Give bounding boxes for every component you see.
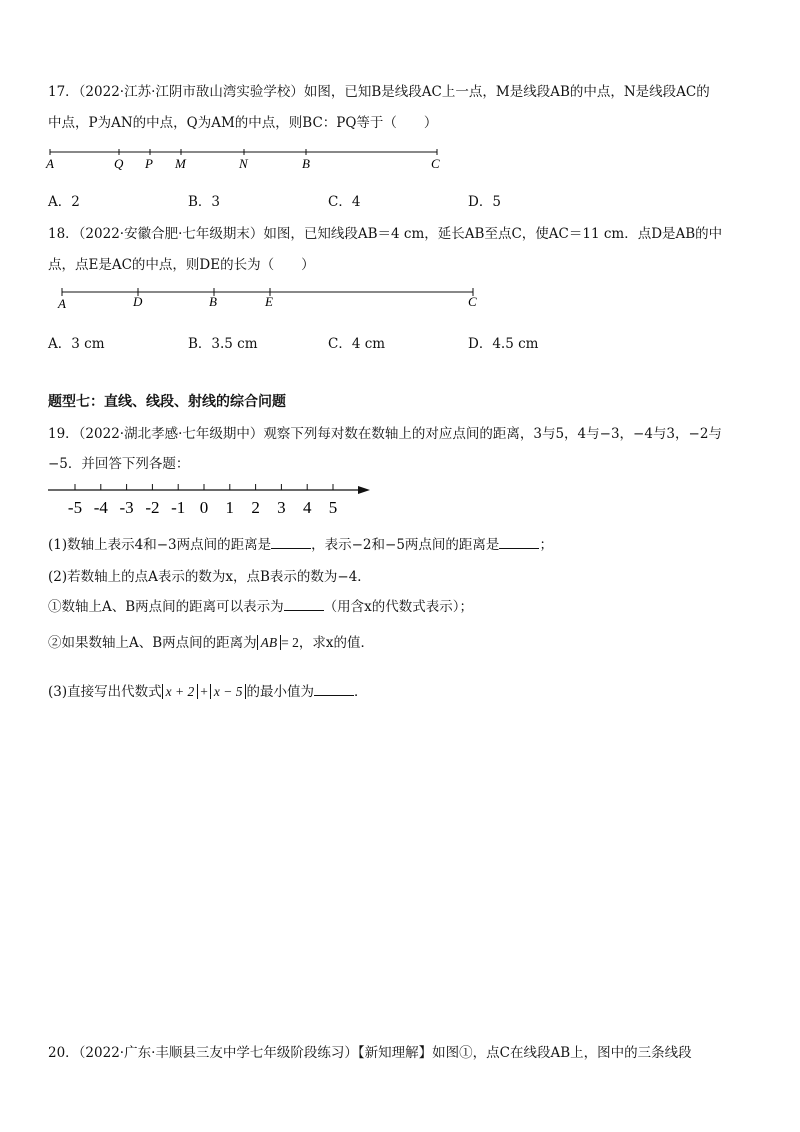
number-line-tick-label: -1 <box>171 498 186 517</box>
q17-label-A: A <box>46 156 54 171</box>
q17-label-M: M <box>175 156 186 171</box>
number-line-tick-label: 4 <box>302 498 312 517</box>
number-line-tick-label: -3 <box>119 498 134 517</box>
number-line-tick-label: -2 <box>145 498 160 517</box>
q17-label-C: C <box>431 156 440 171</box>
q18-option-d[interactable]: D．4.5 cm <box>468 336 539 352</box>
q17-option-a[interactable]: A．2 <box>48 194 80 210</box>
number-line-tick-label: 1 <box>225 498 235 517</box>
q17-option-c[interactable]: C．4 <box>328 194 361 210</box>
q19-abs-ab: AB <box>257 635 282 650</box>
q19-part2-1-text-a: ①数轴上A、B两点间的距离可以表示为 <box>48 599 284 615</box>
q19-part3-blank[interactable] <box>314 683 354 696</box>
q19-abs-eq: = 2 <box>281 635 299 650</box>
q19-part3-text-a: (3)直接写出代数式 <box>48 684 162 700</box>
q17-text-line1: 17．（2022·江苏·江阴市敔山湾实验学校）如图，已知B是线段AC上一点，M是线段AB的中点，N是线段AC的 <box>48 84 710 100</box>
q19-part1-text-b: ，表示−2和−5两点间的距离是 <box>311 537 500 553</box>
q19-part2: (2)若数轴上的点A表示的数为x，点B表示的数为−4． <box>48 569 371 585</box>
q19-text-line2: −5．并回答下列各题： <box>48 456 190 472</box>
q17-label-B: B <box>302 156 310 171</box>
number-line-tick-label: -4 <box>93 498 108 517</box>
number-line-ticks <box>68 484 337 517</box>
q19-part3-text-c: ． <box>353 684 368 700</box>
q17-label-N: N <box>239 156 248 171</box>
q18-segment-figure <box>50 280 490 312</box>
q17-option-b[interactable]: B．3 <box>188 194 221 210</box>
q18-text-line2: 点，点E是AC的中点，则DE的长为（ ） <box>48 257 315 273</box>
number-line-tick-label: 2 <box>251 498 260 517</box>
q18-label-D: D <box>133 294 143 309</box>
q17-option-d[interactable]: D．5 <box>468 194 501 210</box>
q19-part1-text-a: (1)数轴上表示4和−3两点间的距离是 <box>48 537 272 553</box>
q18-label-C: C <box>468 294 477 309</box>
q19-part3 <box>48 680 367 700</box>
q19-part2-1 <box>48 595 473 615</box>
q19-part1-text-c: ； <box>539 537 553 553</box>
q18-text-line1: 18．（2022·安徽合肥·七年级期末）如图，已知线段AB＝4 cm，延长AB至点C，使AC＝11 cm．点D是AB的中 <box>48 226 723 242</box>
q19-part1-blank-2[interactable] <box>499 536 539 549</box>
q19-plus-sign: + <box>200 684 208 699</box>
number-line-tick-label: 5 <box>328 498 338 517</box>
q18-label-B: B <box>209 294 217 309</box>
q17-segment-figure <box>40 140 460 172</box>
section-title: 题型七：直线、线段、射线的综合问题 <box>48 394 286 410</box>
q18-option-a[interactable]: A．3 cm <box>48 336 105 352</box>
q19-part2-1-blank[interactable] <box>284 598 324 611</box>
q19-part1-blank-1[interactable] <box>271 536 311 549</box>
q20-text-line1: 20．（2022·广东·丰顺县三友中学七年级阶段练习）【新知理解】如图①，点C在线段AB上，图中的三条线段 <box>48 1045 692 1061</box>
q19-abs-x-plus-2: x + 2 <box>162 684 199 699</box>
number-line-tick-label: 0 <box>199 498 209 517</box>
q17-label-P: P <box>145 156 153 171</box>
q17-label-Q: Q <box>114 156 124 171</box>
q19-part2-2-text-a: ②如果数轴上A、B两点间的距离为 <box>48 635 257 651</box>
q19-abs-x-minus-5: x − 5 <box>210 684 247 699</box>
q17-text-line2: 中点，P为AN的中点，Q为AM的中点，则BC：PQ等于（ ） <box>48 115 438 131</box>
q18-label-A: A <box>58 296 66 311</box>
number-line-tick-label: -5 <box>67 498 83 517</box>
q19-part2-1-text-b: （用含x的代数式表示）； <box>323 599 474 615</box>
q18-label-E: E <box>265 294 273 309</box>
q18-option-b[interactable]: B．3.5 cm <box>188 336 258 352</box>
q19-part1 <box>48 533 553 553</box>
q18-option-c[interactable]: C．4 cm <box>328 336 386 352</box>
q19-part2-2 <box>48 631 374 651</box>
q19-text-line1: 19．（2022·湖北孝感·七年级期中）观察下列每对数在数轴上的对应点间的距离，3与5，4与−3，−4与3，−2与 <box>48 426 722 442</box>
q19-part2-2-text-b: ，求x的值． <box>298 635 375 651</box>
number-line-arrow-icon <box>358 486 370 494</box>
number-line-figure <box>44 476 380 520</box>
number-line-tick-label: 3 <box>277 498 286 517</box>
q19-part3-text-b: 的最小值为 <box>246 684 314 700</box>
